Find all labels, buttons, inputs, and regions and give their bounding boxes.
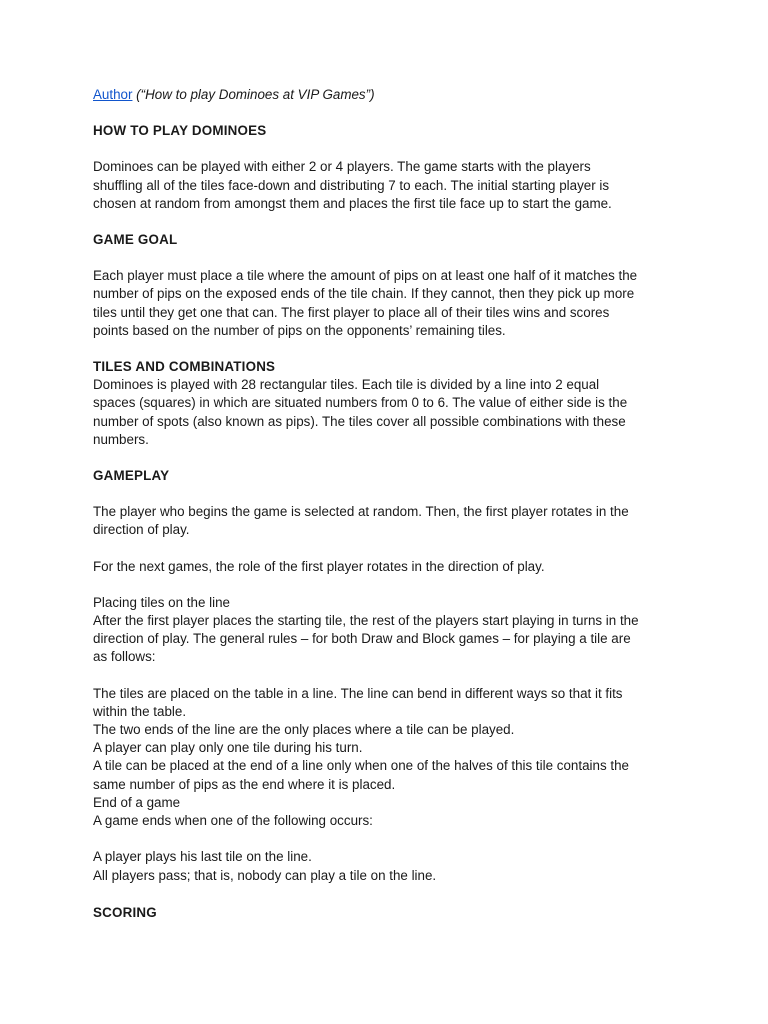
heading-scoring: SCORING bbox=[93, 904, 157, 920]
text-line: spaces (squares) in which are situated numbers from 0 to 6. The value of either side is the bbox=[93, 395, 628, 411]
text-line: For the next games, the role of the first player rotates in the direction of play. bbox=[93, 558, 545, 574]
paragraph-gameplay-start bbox=[93, 503, 683, 539]
paragraph-placing-tiles bbox=[93, 594, 683, 667]
citation-text: (“How to play Dominoes at VIP Games”) bbox=[132, 87, 375, 102]
text-line: direction of play. The general rules – for both Draw and Block games – for playing a tile are bbox=[93, 631, 631, 647]
paragraph-tiles bbox=[93, 376, 683, 449]
author-line bbox=[93, 86, 683, 104]
text-line: A game ends when one of the following occurs: bbox=[93, 813, 373, 829]
paragraph-end-conditions bbox=[93, 848, 683, 884]
text-line: tiles until they get one that can. The first player to place all of their tiles wins and scores bbox=[93, 304, 610, 320]
heading-how-to-play: HOW TO PLAY DOMINOES bbox=[93, 123, 267, 139]
text-line: Placing tiles on the line bbox=[93, 594, 230, 610]
heading-gameplay: GAMEPLAY bbox=[93, 468, 170, 484]
text-line: Each player must place a tile where the amount of pips on at least one half of it matches the bbox=[93, 268, 638, 284]
text-line: numbers. bbox=[93, 431, 149, 447]
text-line: After the first player places the starting tile, the rest of the players start playing in turns in the bbox=[93, 613, 639, 629]
text-line: number of spots (also known as pips). The tiles cover all possible combinations with these bbox=[93, 413, 626, 429]
text-line: The player who begins the game is selected at random. Then, the first player rotates in the bbox=[93, 504, 629, 520]
text-line: chosen at random from amongst them and places the first tile face up to start the game. bbox=[93, 195, 612, 211]
text-line: Dominoes can be played with either 2 or 4 players. The game starts with the players bbox=[93, 159, 591, 175]
text-line: points based on the number of pips on the opponents’ remaining tiles. bbox=[93, 322, 506, 338]
text-line: A player plays his last tile on the line. bbox=[93, 849, 312, 865]
paragraph-next-games bbox=[93, 558, 683, 576]
document-page bbox=[93, 86, 683, 922]
text-line: The two ends of the line are the only places where a tile can be played. bbox=[93, 722, 515, 738]
text-line: End of a game bbox=[93, 794, 181, 810]
text-line: A player can play only one tile during his turn. bbox=[93, 740, 363, 756]
text-line: A tile can be placed at the end of a line only when one of the halves of this tile contains the bbox=[93, 758, 629, 774]
text-line: same number of pips as the end where it is placed. bbox=[93, 776, 396, 792]
text-line: number of pips on the exposed ends of the tile chain. If they cannot, then they pick up more bbox=[93, 286, 635, 302]
heading-game-goal: GAME GOAL bbox=[93, 232, 178, 248]
author-link[interactable]: Author bbox=[93, 87, 133, 102]
paragraph-rules bbox=[93, 685, 683, 831]
text-line: as follows: bbox=[93, 649, 156, 665]
text-line: Dominoes is played with 28 rectangular tiles. Each tile is divided by a line into 2 equal bbox=[93, 377, 600, 393]
text-line: The tiles are placed on the table in a line. The line can bend in different ways so that it fits bbox=[93, 685, 623, 701]
text-line: shuffling all of the tiles face-down and distributing 7 to each. The initial starting player is bbox=[93, 177, 610, 193]
text-line: direction of play. bbox=[93, 522, 190, 538]
text-line: within the table. bbox=[93, 703, 187, 719]
text-line: All players pass; that is, nobody can play a tile on the line. bbox=[93, 867, 437, 883]
paragraph-intro bbox=[93, 158, 683, 213]
paragraph-game-goal bbox=[93, 267, 683, 340]
heading-tiles-combinations: TILES AND COMBINATIONS bbox=[93, 359, 276, 375]
